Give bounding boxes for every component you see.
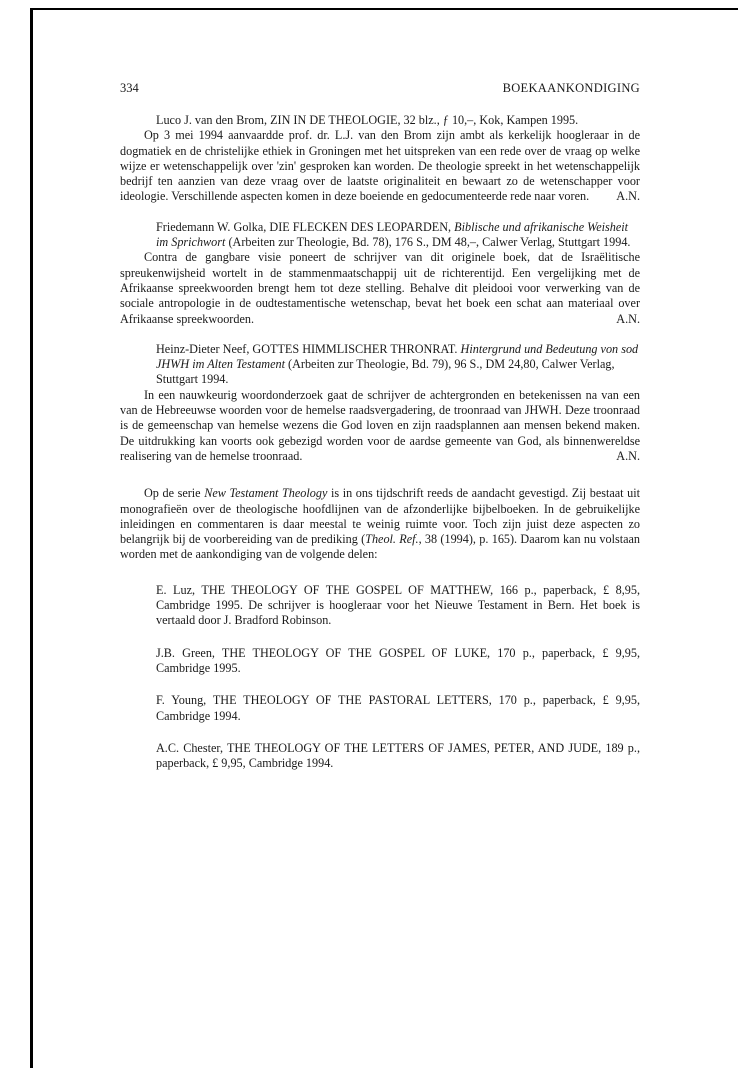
running-head: BOEKAANKONDIGING bbox=[502, 81, 640, 95]
citation-text: Luco J. van den Brom, ZIN IN DE THEOLOGIE, 32 blz., ƒ 10,–, Kok, Kampen 1995. bbox=[156, 113, 579, 127]
citation-details: (Arbeiten zur Theologie, Bd. 79), 96 S., DM 24,80, Calwer Verlag, Stuttgart 1994. bbox=[156, 357, 615, 387]
citation-author-title: Friedemann W. Golka, DIE FLECKEN DES LEOPARDEN, bbox=[156, 219, 452, 234]
page-number: 334 bbox=[120, 81, 139, 95]
review-citation bbox=[156, 342, 640, 388]
review-text: Contra de gangbare visie poneert de schrijver van dit originele boek, dat de Israëlitische spreukenwijsheid wortelt in de stammenmaatschappij uit de richterentijd. Een vergelijking met de Afrikaanse spreekwoorden brengt hem tot deze stelling. Behalve dit pleidooi voor verwerking van de sociale antropologie in de oudtestamentische wetenschap, bevat het boek een schat aan materiaal over Afrikaanse spreekwoorden. bbox=[120, 250, 640, 326]
volume-entry: J.B. Green, THE THEOLOGY OF THE GOSPEL OF LUKE, 170 p., paperback, £ 9,95, Cambridge 1995. bbox=[156, 645, 640, 675]
citation-author-title: Heinz-Dieter Neef, GOTTES HIMMLISCHER THRONRAT. bbox=[156, 341, 458, 356]
review-citation bbox=[156, 113, 640, 128]
page-border-top bbox=[30, 8, 738, 10]
page-border-left bbox=[30, 8, 33, 1068]
review-text: In een nauwkeurig woordonderzoek gaat de schrijver de achtergronden en betekenissen na van een van de Hebreeuwse woorden voor de hemelse raadsvergadering, de troonraad van JHWH. Deze troonraad is de gemeenschap van hemelse wezens die God loven en zijn raadsplannen aan mensen bekend maken. De uitdrukking kan voorts ook gebezigd worden voor de aardse gemeente van God, als binnenwereldse realisering van de hemelse troonraad. bbox=[120, 387, 640, 463]
series-intro bbox=[120, 486, 640, 562]
citation-subtitle: Hintergrund und Bedeutung von sod JHWH im Alten Testament bbox=[156, 341, 639, 372]
review-initials: A.N. bbox=[616, 311, 640, 326]
review-initials: A.N. bbox=[616, 448, 640, 463]
review-citation bbox=[156, 220, 640, 251]
series-intro-post: , 38 (1994), p. 165). Daarom kan nu volstaan worden met de aankondiging van de volgende delen: bbox=[120, 532, 640, 562]
series-intro-pre: Op de serie bbox=[144, 486, 201, 501]
journal-abbrev: Theol. Ref. bbox=[365, 532, 419, 547]
citation-subtitle: Biblische und afrikanische Weisheit im Sprichwort bbox=[156, 219, 629, 250]
review-text: Op 3 mei 1994 aanvaardde prof. dr. L.J. van den Brom zijn ambt als kerkelijk hoogleraar in de dogmatiek en de christelijke ethiek in Groningen met het uitspreken van een rede over de vraag op welke wijze er wetenschappelijk over 'zin' gesproken kan worden. De theologie spreekt in het wetenschappelijk bedrijf ten aanzien van deze vraag over de laatste originaliteit en bewaart zo de wetenschapper voor ideologie. Verschillende aspecten komen in deze boeiende en gedocumenteerde rede naar voren. bbox=[120, 128, 640, 204]
page-header bbox=[120, 81, 640, 97]
volume-entry: F. Young, THE THEOLOGY OF THE PASTORAL LETTERS, 170 p., paperback, £ 9,95, Cambridge 1994. bbox=[156, 693, 640, 723]
volume-entry: A.C. Chester, THE THEOLOGY OF THE LETTERS OF JAMES, PETER, AND JUDE, 189 p., paperback, £ 9,95, Cambridge 1994. bbox=[156, 740, 640, 771]
series-intro-mid: is in ons tijdschrift reeds de aandacht gevestigd. Zij bestaat uit monografieën over de theologische hoofdlijnen van de afzonderlijke bijbelboeken. In de gebruikelijke inleidingen en commentaren is daar meestal te weinig ruimte voor. Toch zijn juist deze aspecten zo belangrijk bij de voorbereiding van de prediking ( bbox=[120, 486, 641, 547]
review-body bbox=[120, 128, 640, 204]
review-body bbox=[120, 388, 640, 464]
series-title: New Testament Theology bbox=[204, 486, 328, 501]
volume-entry: E. Luz, THE THEOLOGY OF THE GOSPEL OF MATTHEW, 166 p., paperback, £ 8,95, Cambridge 1995. De schrijver is hoogleraar voor het Nieuwe Testament in Bern. Het boek is vertaald door J. Bradford Robinson. bbox=[156, 582, 640, 628]
review-body bbox=[120, 250, 640, 326]
page-body bbox=[120, 113, 640, 788]
citation-details: (Arbeiten zur Theologie, Bd. 78), 176 S., DM 48,–, Calwer Verlag, Stuttgart 1994. bbox=[228, 235, 631, 250]
review-initials: A.N. bbox=[616, 189, 640, 204]
